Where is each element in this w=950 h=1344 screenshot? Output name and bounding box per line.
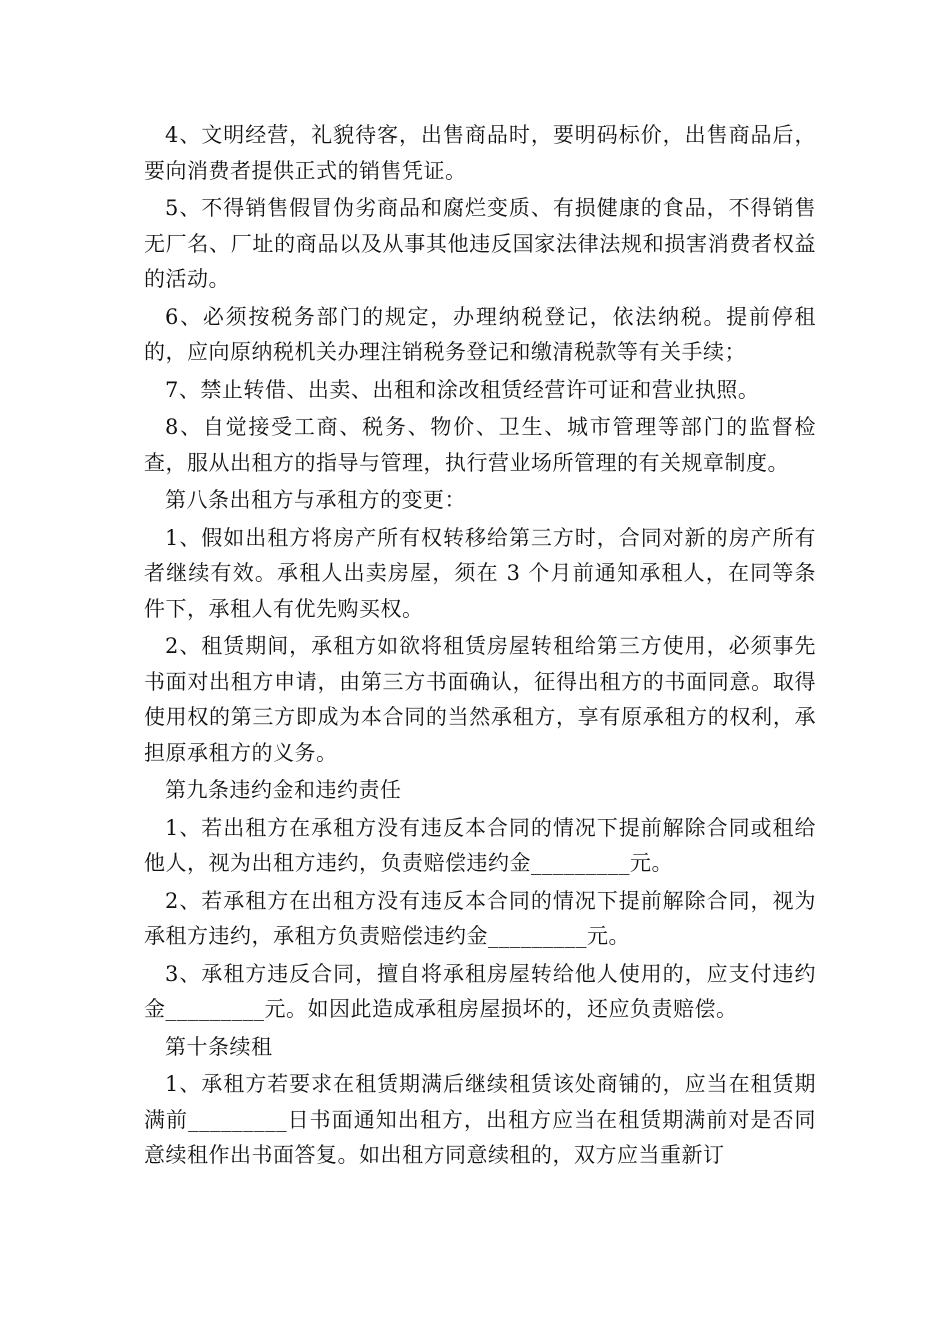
paragraph-clause-7-item-7: 7、禁止转借、出卖、出租和涂改租赁经营许可证和营业执照。 <box>165 377 760 402</box>
paragraph-clause-10-item-1: 1、承租方若要求在租赁期满后继续租赁该处商铺的，应当在租赁期满前_________日书面通知出租方，出租方应当在租赁期满前对是否同意续租作出书面答复。如出租方同意续租的，双方应当重新订 <box>144 1072 816 1167</box>
paragraph-clause-8-item-1: 1、假如出租方将房产所有权转移给第三方时，合同对新的房产所有者继续有效。承租人出卖房屋，须在 3 个月前通知承租人，在同等条件下，承租人有优先购买权。 <box>144 525 816 621</box>
document-body <box>144 118 816 1176</box>
paragraph-clause-7-item-8: 8、自觉接受工商、税务、物价、卫生、城市管理等部门的监督检查，服从出租方的指导与管理，执行营业场所管理的有关规章制度。 <box>144 415 816 475</box>
paragraph-clause-7-item-6: 6、必须按税务部门的规定，办理纳税登记，依法纳税。提前停租的，应向原纳税机关办理注销税务登记和缴清税款等有关手续； <box>144 304 816 364</box>
paragraph-clause-7-item-5: 5、不得销售假冒伪劣商品和腐烂变质、有损健康的食品，不得销售无厂名、厂址的商品以及从事其他违反国家法律法规和损害消费者权益的活动。 <box>144 196 816 291</box>
paragraph-clause-9-item-1: 1、若出租方在承租方没有违反本合同的情况下提前解除合同或租给他人，视为出租方违约，负责赔偿违约金_________元。 <box>144 815 816 875</box>
heading-clause-10: 第十条续租 <box>165 1034 273 1059</box>
heading-clause-9: 第九条违约金和违约责任 <box>165 778 402 802</box>
paragraph-clause-8-item-2: 2、租赁期间，承租方如欲将租赁房屋转租给第三方使用，必须事先书面对出租方申请，由第三方书面确认，征得出租方的书面同意。取得使用权的第三方即成为本合同的当然承租方，享有原承租方的权利，承担原承租方的义务。 <box>144 634 816 765</box>
heading-clause-8: 第八条出租方与承租方的变更： <box>165 488 466 512</box>
paragraph-clause-9-item-3: 3、承租方违反合同，擅自将承租房屋转给他人使用的，应支付违约金_________元。如因此造成承租房屋损坏的，还应负责赔偿。 <box>144 961 816 1021</box>
paragraph-clause-7-item-4: 4、文明经营，礼貌待客，出售商品时，要明码标价，出售商品后，要向消费者提供正式的销售凭证。 <box>144 123 816 183</box>
paragraph-clause-9-item-2: 2、若承租方在出租方没有违反本合同的情况下提前解除合同，视为承租方违约，承租方负责赔偿违约金_________元。 <box>144 888 816 948</box>
